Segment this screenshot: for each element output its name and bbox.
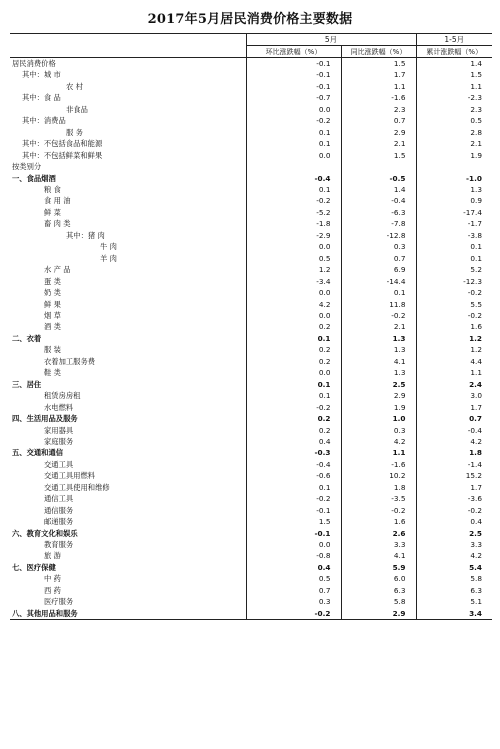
- value-ytd: -3.8: [416, 230, 492, 241]
- value-mom: 0.4: [246, 562, 341, 573]
- value-yoy: -1.6: [341, 459, 416, 470]
- cpi-table: [10, 33, 492, 620]
- value-mom: -0.2: [246, 493, 341, 504]
- value-yoy: 1.3: [341, 344, 416, 355]
- table-row: [10, 470, 492, 481]
- value-mom: -0.4: [246, 173, 341, 184]
- table-row: [10, 505, 492, 516]
- value-ytd: 4.4: [416, 356, 492, 367]
- value-mom: 0.2: [246, 413, 341, 424]
- value-yoy: 1.5: [341, 150, 416, 161]
- value-ytd: 1.3: [416, 184, 492, 195]
- value-ytd: 1.4: [416, 58, 492, 70]
- value-yoy: 2.1: [341, 138, 416, 149]
- row-label: 居民消费价格: [12, 59, 56, 68]
- value-ytd: -0.2: [416, 505, 492, 516]
- header-ytd: 累计涨跌幅（%）: [416, 46, 492, 58]
- value-mom: 0.0: [246, 539, 341, 550]
- table-row: [10, 92, 492, 103]
- value-mom: 0.1: [246, 138, 341, 149]
- value-yoy: 1.0: [341, 413, 416, 424]
- value-yoy: -14.4: [341, 276, 416, 287]
- value-mom: -0.1: [246, 69, 341, 80]
- value-yoy: 1.4: [341, 184, 416, 195]
- value-mom: -5.2: [246, 207, 341, 218]
- table-row: [10, 241, 492, 252]
- table-row: [10, 310, 492, 321]
- value-yoy: 0.3: [341, 241, 416, 252]
- value-yoy: -0.5: [341, 173, 416, 184]
- header-yoy: 同比涨跌幅（%）: [341, 46, 416, 58]
- value-mom: -0.6: [246, 470, 341, 481]
- row-label: 其中：消费品: [22, 116, 66, 126]
- value-mom: 0.1: [246, 333, 341, 344]
- value-yoy: 0.7: [341, 115, 416, 126]
- value-mom: 0.1: [246, 482, 341, 493]
- table-row: [10, 413, 492, 424]
- row-label: 服 务: [66, 127, 83, 137]
- row-label: 家用器具: [44, 425, 74, 435]
- row-label: 其中：不包括鲜菜和鲜果: [22, 150, 103, 160]
- value-ytd: 1.6: [416, 321, 492, 332]
- value-yoy: 4.1: [341, 356, 416, 367]
- value-yoy: 6.9: [341, 264, 416, 275]
- value-yoy: 1.6: [341, 516, 416, 527]
- value-yoy: 5.8: [341, 596, 416, 607]
- row-label: 粮 食: [44, 184, 61, 194]
- value-yoy: 2.3: [341, 104, 416, 115]
- value-ytd: 5.4: [416, 562, 492, 573]
- table-row: [10, 184, 492, 195]
- table-row: [10, 482, 492, 493]
- value-yoy: -1.6: [341, 92, 416, 103]
- value-yoy: 6.0: [341, 573, 416, 584]
- value-ytd: 1.2: [416, 333, 492, 344]
- row-label: 家庭服务: [44, 436, 74, 446]
- value-ytd: 3.4: [416, 608, 492, 620]
- table-row: [10, 161, 492, 172]
- value-yoy: -12.8: [341, 230, 416, 241]
- table-row: [10, 493, 492, 504]
- table-row: [10, 596, 492, 607]
- table-body: [10, 58, 492, 620]
- value-yoy: 1.8: [341, 482, 416, 493]
- value-yoy: 2.9: [341, 127, 416, 138]
- value-ytd: 1.2: [416, 344, 492, 355]
- row-label: 其中：城 市: [22, 70, 61, 80]
- value-ytd: 4.2: [416, 436, 492, 447]
- table-row: [10, 81, 492, 92]
- value-mom: 0.0: [246, 241, 341, 252]
- row-label: 鲜 果: [44, 299, 61, 309]
- value-ytd: 1.8: [416, 447, 492, 458]
- table-row: [10, 138, 492, 149]
- value-mom: -0.2: [246, 115, 341, 126]
- table-row: [10, 436, 492, 447]
- value-ytd: 0.4: [416, 516, 492, 527]
- row-label: 其中：不包括食品和能源: [22, 139, 103, 149]
- value-ytd: 5.2: [416, 264, 492, 275]
- value-yoy: 1.5: [341, 58, 416, 70]
- table-row: [10, 573, 492, 584]
- row-label: 三、居住: [12, 379, 42, 389]
- value-mom: -0.1: [246, 58, 341, 70]
- row-label: 五、交通和通信: [12, 448, 64, 458]
- row-label: 交通工具: [44, 459, 74, 469]
- value-ytd: -17.4: [416, 207, 492, 218]
- table-row: [10, 230, 492, 241]
- row-label: 交通工具用燃料: [44, 471, 96, 481]
- value-yoy: 6.3: [341, 585, 416, 596]
- row-label: 服 装: [44, 345, 61, 355]
- value-ytd: 5.1: [416, 596, 492, 607]
- table-row: [10, 115, 492, 126]
- value-yoy: -0.4: [341, 195, 416, 206]
- value-ytd: -12.3: [416, 276, 492, 287]
- table-row: [10, 127, 492, 138]
- value-yoy: -6.3: [341, 207, 416, 218]
- value-yoy: 5.9: [341, 562, 416, 573]
- value-yoy: 2.9: [341, 608, 416, 620]
- value-mom: 0.2: [246, 356, 341, 367]
- value-yoy: 2.1: [341, 321, 416, 332]
- table-row: [10, 459, 492, 470]
- header-mom: 环比涨跌幅（%）: [246, 46, 341, 58]
- value-mom: 0.1: [246, 390, 341, 401]
- row-label: 其中：猪 肉: [66, 230, 105, 240]
- value-mom: 0.1: [246, 379, 341, 390]
- value-ytd: 4.2: [416, 550, 492, 561]
- value-mom: -0.4: [246, 459, 341, 470]
- value-ytd: 3.0: [416, 390, 492, 401]
- table-row: [10, 264, 492, 275]
- value-mom: -0.1: [246, 81, 341, 92]
- header-period-jan-may: 1-5月: [416, 34, 492, 46]
- row-label: 邮递服务: [44, 517, 74, 527]
- header-row-period: [10, 34, 492, 46]
- value-ytd: 5.8: [416, 573, 492, 584]
- value-ytd: -1.4: [416, 459, 492, 470]
- table-row: [10, 58, 492, 70]
- row-label: 鲜 菜: [44, 207, 61, 217]
- value-mom: -0.8: [246, 550, 341, 561]
- value-mom: -3.4: [246, 276, 341, 287]
- row-label: 食 用 油: [44, 196, 71, 206]
- value-yoy: 4.1: [341, 550, 416, 561]
- table-row: [10, 104, 492, 115]
- table-row: [10, 447, 492, 458]
- row-label: 羊 肉: [100, 253, 117, 263]
- row-label: 酒 类: [44, 322, 61, 332]
- value-mom: 0.5: [246, 573, 341, 584]
- value-mom: 0.0: [246, 287, 341, 298]
- table-row: [10, 425, 492, 436]
- value-yoy: 0.1: [341, 287, 416, 298]
- table-row: [10, 539, 492, 550]
- value-yoy: 1.1: [341, 447, 416, 458]
- value-mom: -0.2: [246, 608, 341, 620]
- row-label: 奶 类: [44, 288, 61, 298]
- value-mom: 1.2: [246, 264, 341, 275]
- value-mom: 0.2: [246, 321, 341, 332]
- table-row: [10, 253, 492, 264]
- row-label: 通信服务: [44, 505, 74, 515]
- value-yoy: 3.3: [341, 539, 416, 550]
- value-yoy: 1.7: [341, 69, 416, 80]
- value-ytd: [416, 161, 492, 172]
- table-row: [10, 321, 492, 332]
- value-mom: 0.1: [246, 127, 341, 138]
- value-mom: 0.0: [246, 104, 341, 115]
- row-label: 烟 草: [44, 310, 61, 320]
- value-ytd: 2.3: [416, 104, 492, 115]
- value-mom: 0.2: [246, 344, 341, 355]
- row-label: 医疗服务: [44, 597, 74, 607]
- value-ytd: 1.9: [416, 150, 492, 161]
- value-ytd: 1.7: [416, 402, 492, 413]
- row-label: 八、其他用品和服务: [10, 608, 246, 620]
- table-row: [10, 356, 492, 367]
- table-row: [10, 528, 492, 539]
- value-mom: 0.0: [246, 310, 341, 321]
- value-mom: -2.9: [246, 230, 341, 241]
- value-ytd: 0.9: [416, 195, 492, 206]
- value-mom: 0.4: [246, 436, 341, 447]
- value-ytd: -0.2: [416, 287, 492, 298]
- value-yoy: -0.2: [341, 505, 416, 516]
- value-ytd: 0.7: [416, 413, 492, 424]
- value-mom: -1.8: [246, 218, 341, 229]
- table-row: [10, 516, 492, 527]
- value-ytd: 1.1: [416, 81, 492, 92]
- value-ytd: -0.4: [416, 425, 492, 436]
- value-ytd: 0.5: [416, 115, 492, 126]
- value-yoy: -7.8: [341, 218, 416, 229]
- value-ytd: -3.6: [416, 493, 492, 504]
- value-ytd: -1.0: [416, 173, 492, 184]
- value-ytd: 2.1: [416, 138, 492, 149]
- row-label: 教育服务: [44, 540, 74, 550]
- value-yoy: -0.2: [341, 310, 416, 321]
- table-row: [10, 390, 492, 401]
- value-mom: 0.5: [246, 253, 341, 264]
- row-label: 西 药: [44, 585, 61, 595]
- value-yoy: -3.5: [341, 493, 416, 504]
- value-ytd: 2.5: [416, 528, 492, 539]
- value-mom: 4.2: [246, 299, 341, 310]
- value-ytd: 2.4: [416, 379, 492, 390]
- table-row: [10, 379, 492, 390]
- value-ytd: 0.1: [416, 241, 492, 252]
- table-row: [10, 344, 492, 355]
- row-label: 六、教育文化和娱乐: [12, 528, 78, 538]
- table-row: [10, 150, 492, 161]
- header-blank-2: [10, 46, 246, 58]
- value-mom: 0.1: [246, 184, 341, 195]
- row-label: 四、生活用品及服务: [12, 414, 78, 424]
- value-mom: 0.0: [246, 367, 341, 378]
- row-label: 二、衣着: [12, 333, 42, 343]
- row-label: 畜 肉 类: [44, 219, 71, 229]
- value-mom: -0.3: [246, 447, 341, 458]
- row-label: 其中：食 品: [22, 93, 61, 103]
- value-ytd: 1.1: [416, 367, 492, 378]
- value-mom: 0.3: [246, 596, 341, 607]
- row-label: 衣着加工服务费: [44, 356, 96, 366]
- value-yoy: [341, 161, 416, 172]
- table-row: [10, 69, 492, 80]
- value-mom: -0.7: [246, 92, 341, 103]
- value-ytd: 6.3: [416, 585, 492, 596]
- value-ytd: -2.3: [416, 92, 492, 103]
- row-label: 鞋 类: [44, 368, 61, 378]
- value-mom: 0.7: [246, 585, 341, 596]
- table-row: [10, 299, 492, 310]
- value-mom: [246, 161, 341, 172]
- value-mom: -0.1: [246, 505, 341, 516]
- header-period-may: 5月: [246, 34, 416, 46]
- value-ytd: -1.7: [416, 218, 492, 229]
- row-label: 租赁房房租: [44, 391, 81, 401]
- row-label: 水电燃料: [44, 402, 74, 412]
- row-label: 按类别分: [12, 162, 42, 172]
- value-yoy: 4.2: [341, 436, 416, 447]
- value-mom: 0.2: [246, 425, 341, 436]
- value-yoy: 1.9: [341, 402, 416, 413]
- row-label: 通信工具: [44, 494, 74, 504]
- value-ytd: 15.2: [416, 470, 492, 481]
- value-ytd: 1.7: [416, 482, 492, 493]
- table-row: [10, 367, 492, 378]
- value-yoy: 2.6: [341, 528, 416, 539]
- value-mom: 0.0: [246, 150, 341, 161]
- value-ytd: 5.5: [416, 299, 492, 310]
- page-title: 2017年5月居民消费价格主要数据: [147, 12, 353, 27]
- value-ytd: -0.2: [416, 310, 492, 321]
- table-row: [10, 207, 492, 218]
- header-row-columns: [10, 46, 492, 58]
- value-yoy: 1.3: [341, 367, 416, 378]
- row-label: 蛋 类: [44, 276, 61, 286]
- value-mom: 1.5: [246, 516, 341, 527]
- row-label: 非食品: [66, 104, 88, 114]
- table-row: [10, 333, 492, 344]
- table-row: [10, 402, 492, 413]
- value-yoy: 0.7: [341, 253, 416, 264]
- table-row: [10, 585, 492, 596]
- value-mom: -0.2: [246, 402, 341, 413]
- table-row: [10, 562, 492, 573]
- value-ytd: 0.1: [416, 253, 492, 264]
- row-label: 旅 游: [44, 551, 61, 561]
- header-blank: [10, 34, 246, 46]
- table-row: [10, 218, 492, 229]
- value-ytd: 3.3: [416, 539, 492, 550]
- table-row: [10, 276, 492, 287]
- value-yoy: 0.3: [341, 425, 416, 436]
- value-ytd: 2.8: [416, 127, 492, 138]
- row-label: 中 药: [44, 574, 61, 584]
- value-yoy: 1.3: [341, 333, 416, 344]
- table-row: [10, 608, 492, 620]
- value-yoy: 2.9: [341, 390, 416, 401]
- row-label: 交通工具使用和维修: [44, 482, 110, 492]
- value-yoy: 10.2: [341, 470, 416, 481]
- table-row: [10, 287, 492, 298]
- value-ytd: 1.5: [416, 69, 492, 80]
- row-label: 七、医疗保健: [12, 562, 56, 572]
- table-row: [10, 550, 492, 561]
- value-yoy: 11.8: [341, 299, 416, 310]
- row-label: 农 村: [66, 81, 83, 91]
- value-yoy: 1.1: [341, 81, 416, 92]
- table-row: [10, 173, 492, 184]
- value-mom: -0.2: [246, 195, 341, 206]
- row-label: 水 产 品: [44, 265, 71, 275]
- row-label: 牛 肉: [100, 242, 117, 252]
- table-row: [10, 195, 492, 206]
- value-yoy: 2.5: [341, 379, 416, 390]
- value-mom: -0.1: [246, 528, 341, 539]
- row-label: 一、食品烟酒: [12, 173, 56, 183]
